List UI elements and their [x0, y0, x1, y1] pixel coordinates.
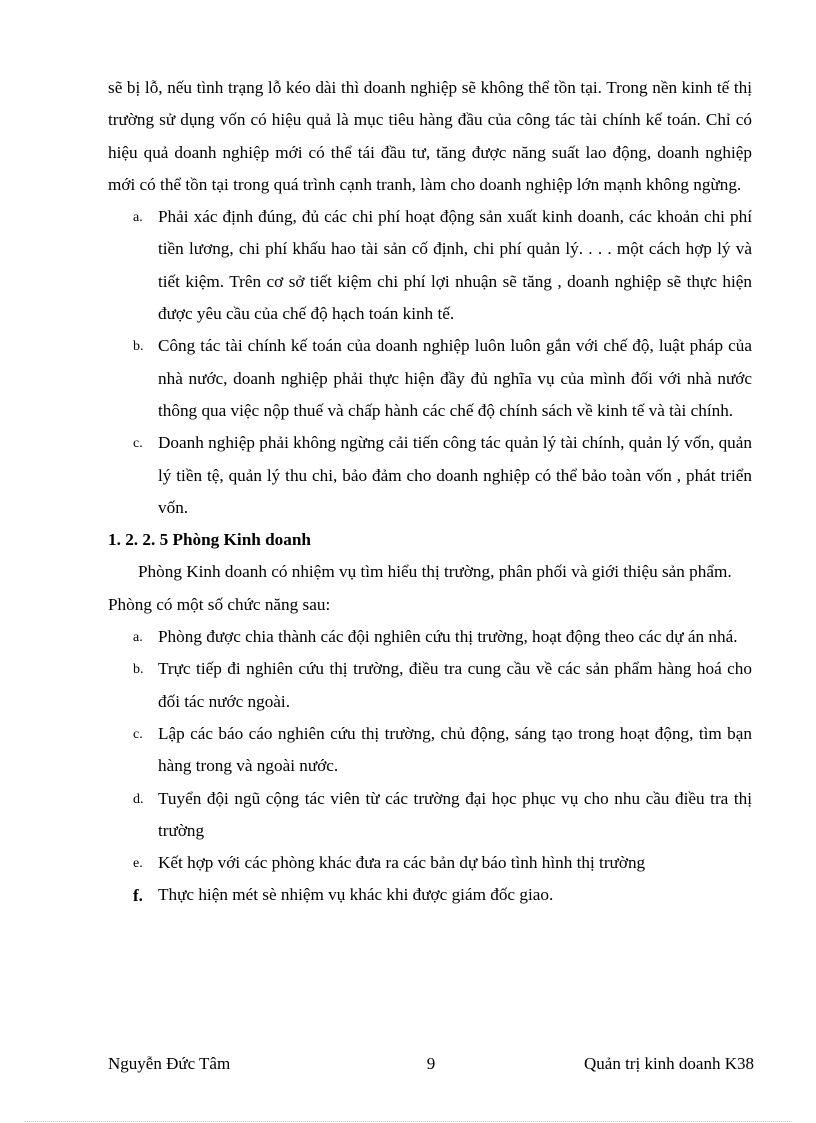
list-item-text: Tuyển đội ngũ cộng tác viên từ các trường đại học phục vụ cho nhu cầu điều tra thị trường — [158, 788, 752, 840]
body-paragraph: sẽ bị lỗ, nếu tình trạng lỗ kéo dài thì doanh nghiệp sẽ không thể tồn tại. Trong nền kinh tế thị trường sử dụng vốn có hiệu quả là mục tiêu hàng đầu của công tác tài chính kế toán. Chỉ có hiệu quả doanh nghiệp mới có thể tái đầu tư, tăng được năng suất lao động, doanh nghiệp mới có thể tồn tại trong quá trình cạnh tranh, làm cho doanh nghiệp lớn mạnh không ngừng. — [108, 78, 752, 194]
list-item-text: Kết hợp với các phòng khác đưa ra các bản dự báo tình hình thị trường — [158, 853, 646, 873]
footer-page-number: 9 — [426, 1054, 436, 1073]
list-item — [108, 621, 752, 653]
list-marker: c. — [133, 726, 143, 742]
list-item — [108, 847, 752, 879]
page-footer — [108, 1054, 754, 1078]
footer-author: Nguyễn Đức Tâm — [108, 1054, 231, 1073]
list-item — [108, 718, 752, 783]
page-edge-divider — [24, 1121, 792, 1122]
functions-list — [108, 621, 752, 912]
list-item-text: Lập các báo cáo nghiên cứu thị trường, chủ động, sáng tạo trong hoạt động, tìm bạn hàng trong và ngoài nước. — [158, 723, 752, 776]
section-heading: 1. 2. 2. 5 Phòng Kinh doanh — [108, 530, 311, 550]
list-item — [108, 783, 752, 848]
list-item — [108, 330, 752, 427]
list-item-text: Trực tiếp đi nghiên cứu thị trường, điều tra cung cầu về các sản phẩm hàng hoá cho đối tác nước ngoài. — [158, 659, 752, 711]
list-item — [108, 879, 752, 911]
document-page — [108, 72, 752, 912]
list-item-text: Thực hiện mét sè nhiệm vụ khác khi được giám đốc giao. — [158, 885, 554, 905]
list-marker: a. — [133, 210, 143, 226]
list-marker: d. — [133, 791, 144, 807]
list-marker: f. — [133, 886, 143, 906]
list-item — [108, 653, 752, 718]
list-marker: a. — [133, 630, 143, 646]
list-item — [108, 201, 752, 330]
list-item-text: Công tác tài chính kế toán của doanh nghiệp luôn luôn gắn với chế độ, luật pháp của nhà nước, doanh nghiệp phải thực hiện đầy đủ nghĩa vụ của mình đối với nhà nước thông qua việc nộp thuế và chấp hành các chế độ chính sách về kinh tế và tài chính. — [158, 336, 752, 420]
list-marker: c. — [133, 436, 143, 452]
list-item-text: Doanh nghiệp phải không ngừng cải tiến công tác quản lý tài chính, quản lý vốn, quản lý tiền tệ, quản lý thu chi, bảo đảm cho doanh nghiệp có thể bảo toàn vốn , phát triển vốn. — [158, 433, 752, 517]
body-paragraph: Phòng có một số chức năng sau: — [108, 594, 331, 614]
body-paragraph: Phòng Kinh doanh có nhiệm vụ tìm hiểu thị trường, phân phối và giới thiệu sản phẩm. — [138, 562, 732, 582]
list-marker: b. — [133, 662, 144, 678]
footer-course: Quản trị kinh doanh K38 — [584, 1054, 754, 1073]
list-item-text: Phải xác định đúng, đủ các chi phí hoạt động sản xuất kinh doanh, các khoản chi phí tiền lương, chi phí khấu hao tài sản cố định, chi phí quản lý. . . . một cách hợp lý và tiết kiệm. Trên cơ sở tiết kiệm chi phí lợi nhuận sẽ tăng , doanh nghiệp sẽ thực hiện được yêu cầu của chế độ hạch toán kinh tế. — [158, 207, 752, 324]
list-item-text: Phòng được chia thành các đội nghiên cứu thị trường, hoạt động theo các dự án nhá. — [158, 627, 738, 647]
list-item — [108, 427, 752, 524]
list-marker: e. — [133, 856, 143, 872]
list-marker: b. — [133, 339, 144, 355]
requirements-list — [108, 201, 752, 524]
